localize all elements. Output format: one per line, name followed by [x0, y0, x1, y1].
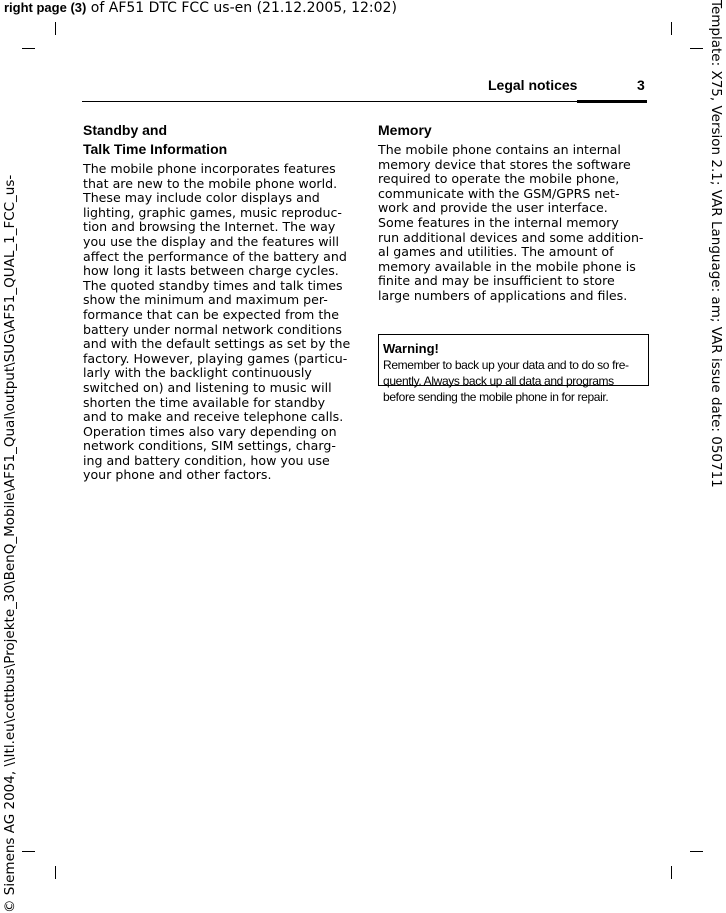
text-line: al games and utilities. The amount of [378, 244, 614, 260]
print-slug [4, 0, 397, 16]
text-line: your phone and other factors. [83, 467, 272, 483]
text-line: you use the display and the features will [83, 233, 340, 249]
text-line: Operation times also vary depending on [83, 423, 337, 439]
crop-mark-bottom-right-vertical [671, 866, 672, 879]
crop-mark-top-right-horizontal [690, 48, 703, 49]
margin-template-info: Template: X75, Version 2.1; VAR Language: am; VAR issue date: 050711 [708, 0, 724, 488]
warning-line: quently. Always back up all data and programs [383, 374, 614, 388]
memory-paragraph [378, 143, 646, 304]
text-line: run additional devices and some addition- [378, 229, 644, 245]
text-line: ing and battery condition, how you use [83, 452, 330, 468]
text-line: network conditions, SIM settings, charg- [83, 438, 336, 454]
margin-copyright-path: © Siemens AG 2004, \\Itl.eu\cottbus\Projekte_30\BenQ_Mobile\AF51_Qual\output\SUG\AF51_QUAL_1_FCC_us- [2, 174, 18, 913]
section-heading-standby [83, 121, 351, 159]
header-rule [82, 101, 647, 102]
text-line: large numbers of applications and files. [378, 287, 628, 303]
standby-paragraph [83, 162, 351, 483]
running-header-title: Legal notices [488, 77, 578, 93]
header-rule-accent [577, 100, 647, 103]
warning-box [378, 334, 649, 404]
text-line: that are new to the mobile phone world. [83, 175, 338, 191]
right-column [378, 121, 646, 304]
crop-mark-top-right-vertical [671, 22, 672, 35]
text-line: communicate with the GSM/GPRS net- [378, 185, 620, 201]
crop-mark-top-left-vertical [55, 22, 56, 35]
text-line: switched on) and listening to music will [83, 379, 332, 395]
text-line: required to operate the mobile phone, [378, 171, 620, 187]
page-number: 3 [637, 77, 645, 93]
heading-line: Talk Time Information [83, 141, 228, 157]
crop-mark-bottom-left-horizontal [22, 851, 35, 852]
crop-mark-bottom-right-horizontal [690, 851, 703, 852]
text-line: shorten the time available for standby [83, 394, 326, 410]
text-line: Some features in the internal memory [378, 214, 619, 230]
slug-page-label: right page (3) [4, 0, 87, 15]
text-line: and with the default settings as set by the [83, 336, 351, 352]
text-line: affect the performance of the battery and [83, 248, 347, 264]
text-line: larly with the backlight continuously [83, 365, 312, 381]
text-line: show the minimum and maximum per- [83, 292, 328, 308]
text-line: tion and browsing the Internet. The way [83, 219, 336, 235]
text-line: memory device that stores the software [378, 156, 631, 172]
text-line: and to make and receive telephone calls. [83, 409, 344, 425]
section-heading-memory: Memory [378, 122, 432, 138]
text-line: The quoted standby times and talk times [83, 277, 343, 293]
crop-mark-bottom-left-vertical [55, 866, 56, 879]
text-line: The mobile phone incorporates features [83, 161, 336, 176]
left-column [83, 121, 351, 483]
text-line: work and provide the user interface. [378, 200, 608, 216]
text-line: formance that can be expected from the [83, 306, 339, 322]
text-line: how long it lasts between charge cycles. [83, 263, 339, 279]
warning-line: before sending the mobile phone in for repair. [383, 390, 609, 404]
crop-mark-top-left-horizontal [22, 48, 35, 49]
text-line: factory. However, playing games (particu- [83, 350, 348, 366]
warning-title: Warning! [383, 341, 439, 356]
text-line: battery under normal network conditions [83, 321, 342, 337]
slug-source-text: of AF51 DTC FCC us-en (21.12.2005, 12:02) [86, 0, 397, 16]
text-line: memory available in the mobile phone is [378, 258, 636, 274]
text-line: The mobile phone contains an internal [378, 142, 621, 157]
warning-line: Remember to back up your data and to do so fre- [383, 358, 629, 372]
heading-line: Standby and [83, 122, 168, 138]
text-line: lighting, graphic games, music reproduc- [83, 204, 342, 220]
text-line: These may include color displays and [83, 190, 320, 206]
text-line: finite and may be insufficient to store [378, 273, 615, 289]
